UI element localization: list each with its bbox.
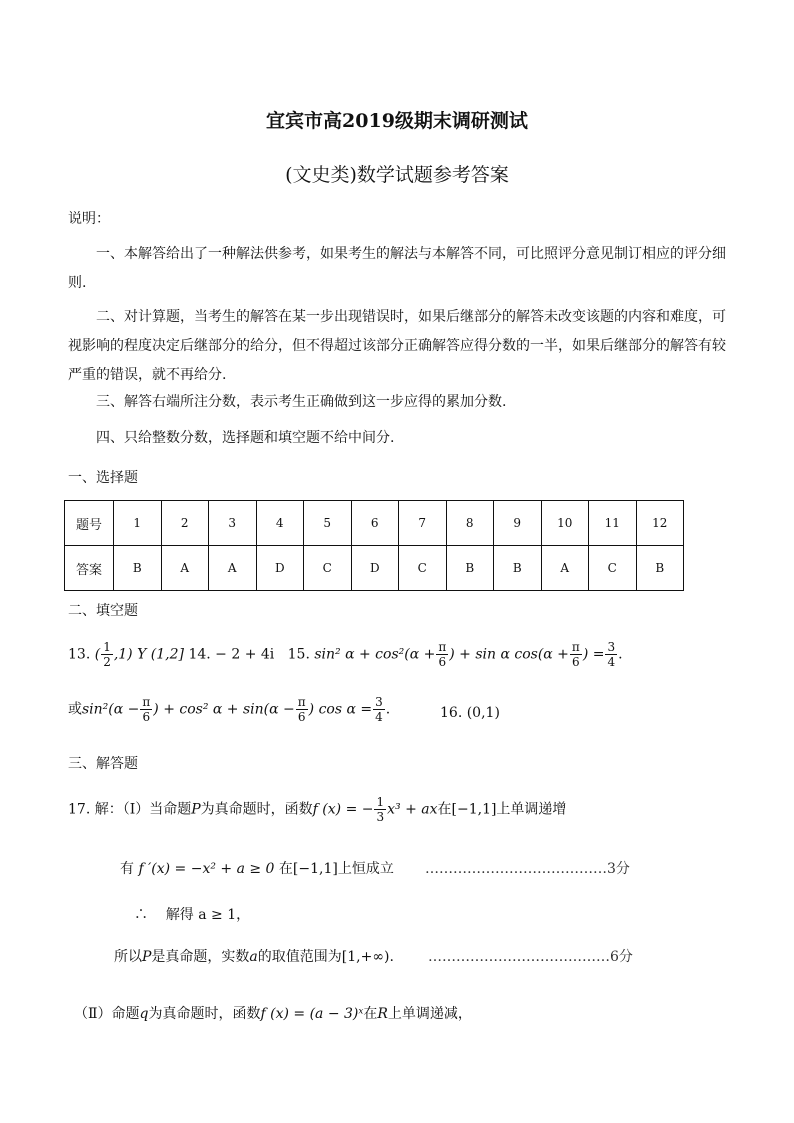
var-r: R: [377, 1006, 388, 1022]
fraction-numerator: π: [571, 640, 580, 654]
var-p-2: P: [142, 949, 152, 965]
q15-fraction-pi-6-b: [570, 640, 582, 669]
part2-prefix: （Ⅱ）命题: [74, 1006, 140, 1022]
table-cell: A: [541, 546, 589, 591]
q14-answer: 14. − 2 + 4i: [188, 646, 275, 663]
q15-expr-a: sin² α + cos²(α +: [314, 646, 436, 663]
fill-answers-line-1: 13. ( $\frac{1}{2}$ ,1) Y (1,2] 14. − 2 + 4i 15. sin² α + cos²(α + $\frac{\pi}{6}$ ) + sin α cos(α + $\frac{\pi}{6}$ ) = $\frac{3}{4}$ .: [68, 640, 623, 669]
notes-text-2: 二、对计算题，当考生的解答在某一步出现错误时，如果后继部分的解答未改变该题的内容和难度，可视影响的程度决定后继部分的给分，但不得超过该部分正确解答应得分数的一半，如果后继部分的解答有较严重的错误，就不再给分.: [68, 309, 726, 383]
table-cell: 9: [494, 501, 542, 546]
fraction-numerator: 1: [376, 795, 385, 809]
step3-prefix: 所以: [114, 949, 142, 965]
fraction-numerator: 3: [607, 640, 616, 654]
table-cell: B: [446, 546, 494, 591]
section-3-heading: 三、解答题: [68, 756, 138, 772]
fraction-denominator: 6: [438, 655, 447, 669]
q17-intro-a: 17. 解：（Ⅰ）当命题: [68, 801, 192, 818]
fraction-denominator: 4: [375, 710, 383, 724]
part2-function: f (x) = (a − 3)ˣ: [260, 1006, 364, 1022]
fraction-denominator: 6: [572, 655, 580, 669]
table-cell: 10: [541, 501, 589, 546]
step3-suffix: 的取值范围为[1,+∞).: [257, 949, 394, 965]
table-cell: 8: [446, 501, 494, 546]
q17-step-3: [114, 946, 394, 966]
notes-text-4: 四、只给整数分数，选择题和填空题不给中间分.: [96, 430, 395, 446]
table-cell: D: [351, 546, 399, 591]
fraction-denominator: 6: [142, 710, 151, 724]
table-cell: 1: [114, 501, 162, 546]
table-cell: C: [589, 546, 637, 591]
q15-alt-a: sin²(α −: [82, 701, 140, 718]
notes-label: 说明：: [68, 211, 110, 227]
derivative-expression: f ′(x) = −x² + a ≥ 0: [138, 861, 275, 877]
q15-fraction-pi-6: [436, 640, 448, 669]
notes-paragraph-3: [68, 388, 730, 417]
page-subtitle: (文史类)数学试题参考答案: [285, 164, 509, 186]
q17-intro-b: 为真命题时，函数: [200, 801, 313, 818]
table-cell: 12: [636, 501, 684, 546]
score-6-points: …………………………………6分: [428, 949, 633, 965]
fraction-numerator: π: [142, 695, 151, 709]
table-cell: D: [256, 546, 304, 591]
q15-alt-fraction-3-4: [373, 695, 385, 724]
section-1-heading: 一、选择题: [68, 470, 138, 486]
fraction-denominator: 2: [103, 655, 111, 669]
table-cell: 3: [209, 501, 257, 546]
function-f: f (x) = −: [312, 801, 374, 818]
table-cell: 2: [161, 501, 209, 546]
part2-in: 在: [363, 1006, 378, 1022]
notes-paragraph-4: [68, 424, 730, 453]
q17-intro-line: [68, 795, 566, 824]
fill-answers-line-2: 或sin²(α − $\frac{\pi}{6}$ ) + cos² α + sin(α − $\frac{\pi}{6}$ ) cos α = $\frac{3}{4}$ .: [68, 695, 391, 724]
q15-alt-fraction-pi-6: [140, 695, 152, 724]
fraction-denominator: 6: [297, 710, 306, 724]
table-cell: 5: [304, 501, 352, 546]
notes-text-3: 三、解答右端所注分数，表示考生正确做到这一步应得的累加分数.: [96, 394, 507, 410]
row-label-answer: 答案: [65, 546, 114, 591]
var-q: q: [139, 1006, 149, 1022]
q15-alt-fraction-pi-6-b: [296, 695, 308, 724]
part2-suffix: 上单调递减，: [387, 1006, 472, 1022]
table-cell: B: [494, 546, 542, 591]
fraction-numerator: π: [297, 695, 306, 709]
q15-expr-c: ) =: [582, 646, 605, 663]
q13-open: (: [94, 646, 101, 663]
q15-expr-b: ) + sin α cos(α +: [449, 646, 569, 663]
step1-prefix: 有: [120, 861, 134, 877]
fraction-numerator: π: [438, 640, 447, 654]
table-cell: B: [114, 546, 162, 591]
therefore-symbol: ∴: [134, 907, 148, 923]
var-a: a: [249, 949, 258, 965]
q13-expression: ,1) Y (1,2]: [113, 646, 184, 663]
table-cell: C: [399, 546, 447, 591]
fraction-numerator: 1: [103, 640, 111, 654]
function-f-tail: x³ + ax: [387, 801, 438, 818]
notes-text-1: 一、本解答给出了一种解法供参考，如果考生的解法与本解答不同，可比照评分意见制订相应的评分细则.: [68, 246, 726, 291]
table-cell: 4: [256, 501, 304, 546]
q17-step-1: [120, 858, 394, 878]
step2-text: 解得 a ≥ 1，: [165, 907, 251, 923]
var-p: P: [191, 801, 201, 818]
part2-middle: 为真命题时，函数: [148, 1006, 261, 1022]
q15-alt-b: ) + cos² α + sin(α −: [153, 701, 295, 718]
q13-fraction: [101, 640, 113, 669]
or-label: 或: [68, 701, 82, 718]
fraction-denominator: 3: [376, 810, 385, 824]
q17-intro-c: 在[−1,1]上单调递增: [437, 801, 567, 818]
q15-alt-c: ) cos α =: [308, 701, 373, 718]
step3-middle: 是真命题，实数: [151, 949, 250, 965]
table-cell: A: [209, 546, 257, 591]
table-row-answers: [65, 546, 684, 591]
q17-step-2: [134, 904, 250, 924]
q15-label: 15.: [287, 646, 310, 663]
table-cell: 7: [399, 501, 447, 546]
q15-fraction-3-4: [605, 640, 617, 669]
q17-fraction-1-3: [374, 795, 386, 824]
score-3-points: …………………………………3分: [425, 861, 630, 877]
table-cell: B: [636, 546, 684, 591]
section-2-heading: 二、填空题: [68, 603, 138, 619]
answer-table: [64, 500, 684, 591]
fraction-denominator: 4: [607, 655, 616, 669]
table-cell: 11: [589, 501, 637, 546]
notes-paragraph-1: [68, 240, 730, 298]
step1-suffix: 在[−1,1]上恒成立: [278, 861, 394, 877]
table-row-numbers: [65, 501, 684, 546]
notes-paragraph-2: [68, 303, 730, 390]
table-cell: C: [304, 546, 352, 591]
q16-answer: 16. (0,1): [440, 705, 500, 721]
page-title: 宜宾市高2019级期末调研测试: [266, 110, 528, 132]
table-cell: A: [161, 546, 209, 591]
row-label-number: 题号: [65, 501, 114, 546]
q17-part-2: [74, 1003, 472, 1023]
table-cell: 6: [351, 501, 399, 546]
q13-label: 13.: [68, 646, 91, 663]
fraction-numerator: 3: [375, 695, 383, 709]
